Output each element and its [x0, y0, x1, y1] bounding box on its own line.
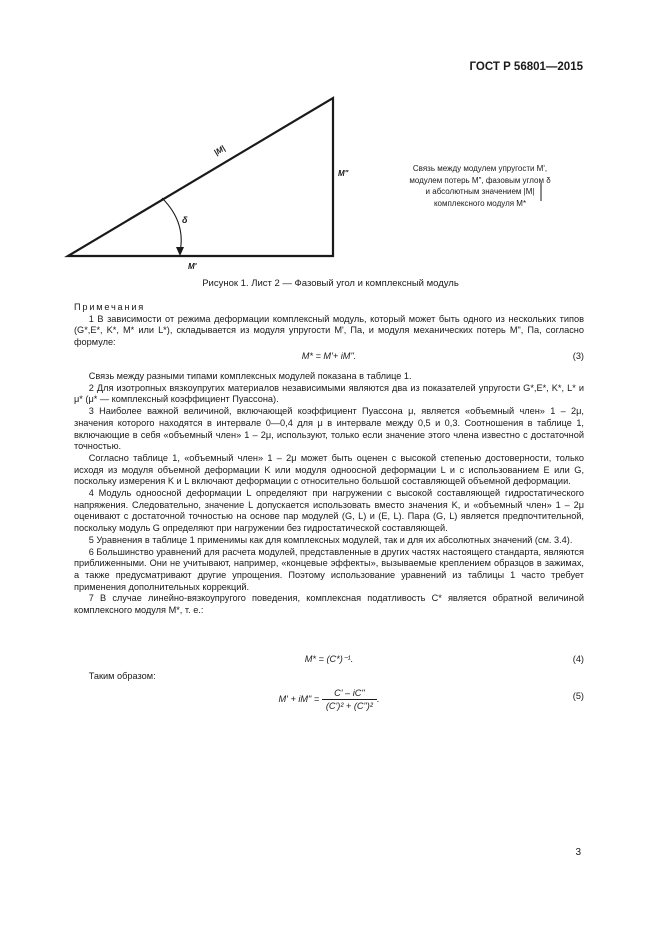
loss-modulus-label: M"	[338, 169, 349, 178]
equation-5	[74, 688, 584, 728]
note-5: 5 Уравнения в таблице 1 применимы как для комплексных модулей, так и для их абсолютных значений (см. 3.4).	[88, 534, 573, 545]
figure-legend	[398, 163, 562, 209]
notes-heading: Примечания	[74, 302, 146, 312]
equation-5-tail: .	[376, 693, 380, 704]
equation-5-left: M' + iM" =	[278, 693, 320, 704]
storage-modulus-label: M'	[188, 262, 197, 271]
note-6: 6 Большинство уравнений для расчета модулей, представленные в других частях настоящего стандарта, являются приближенными. Они не учитывают, например, «концевые эффекты», вызываемые креплением образцов в зажимах, а также предусматривают другие упрощения. Поэтому использование уравнений из таблицы 1 часто требует применения дополнительных коррекций.	[74, 546, 584, 592]
modulus-triangle	[68, 98, 333, 256]
angle-arrowhead	[176, 247, 184, 256]
equation-3-number: (3)	[572, 351, 584, 361]
equation-5-number: (5)	[572, 691, 584, 701]
note-7: 7 В случае линейно-вязкоупругого поведения, комплексная податливость C* является обратной величиной комплексного модуля M*, т. е.:	[74, 593, 584, 616]
equation-5-fraction	[322, 688, 377, 711]
equation-5-formula	[74, 688, 584, 711]
note-1: 1 В зависимости от режима деформации комплексный модуль, который может быть одного из нескольких типов (G*,E*, K*, M* или L*), складывается из модуля упругости M', Па, и модуля механических потерь M", Па, согласно формуле:	[74, 313, 584, 348]
standard-number: ГОСТ Р 56801—2015	[469, 61, 583, 73]
equation-5-numerator: C' – iC"	[334, 688, 365, 698]
equation-3	[74, 351, 584, 363]
legend-line: комплексного модуля M*	[433, 198, 527, 208]
equation-3-formula: M* = M'+ iM".	[301, 351, 357, 361]
thus-text-block	[74, 671, 584, 683]
phase-angle-label: δ	[182, 215, 188, 225]
angle-arc	[162, 198, 181, 252]
notes-block-2	[74, 371, 584, 617]
legend-line: модулем потерь M", фазовым углом δ	[409, 175, 551, 185]
legend-line: Связь между модулем упругости M',	[412, 164, 548, 173]
note-2: 2 Для изотропных вязкоупругих материалов независимыми являются два из показателей упругости G*,E*, K*, L* и μ* (μ* — комплексный коэффициент Пуассона).	[74, 382, 584, 405]
note-3-continued: Согласно таблице 1, «объемный член» 1 – 2μ может быть оценен с высокой степенью достоверности, только исходя из модуля объемной деформации K или модуля одноосной деформации L и с использованием E или G, поскольку измерения K и L включают деформации с относительно большой составляющей объемной деформации.	[74, 452, 584, 487]
equation-4-formula: M* = (C*)⁻¹.	[304, 654, 354, 664]
equation-5-denominator: (C')² + (C")²	[322, 699, 377, 711]
hypotenuse-label: |M|	[212, 143, 227, 158]
equation-4-number: (4)	[572, 654, 584, 664]
note-3: 3 Наиболее важной величиной, включающей коэффициент Пуассона μ, является «объемный член» 1 – 2μ, значения которого находятся в интервале 0—0,4 для μ в интервале между 0,5 и 0,3. Соотношения в таблице 1, включающие в себя «объемный член» 1 – 2μ, используют, только если значение этого члена известно с достаточной точностью.	[74, 406, 584, 452]
figure-caption: Рисунок 1. Лист 2 — Фазовый угол и комплексный модуль	[202, 278, 459, 289]
notes-block-1	[74, 302, 584, 349]
equation-4	[74, 654, 584, 666]
phase-angle-diagram	[0, 0, 661, 290]
note-table-link: Связь между разными типами комплексных модулей показана в таблице 1.	[88, 371, 412, 381]
note-4: 4 Модуль одноосной деформации L определяют при нагружении с высокой составляющей гидростатического напряжения. Следовательно, значение L допускается использовать вместо значения K, и «объемный член» 1 – 2μ оценивают с достаточной точностью на основе пар модулей (G, L) и (E, L). Пара (G, L) является предпочтительной, поскольку модуль G определяют при нагружении без гидростатической составляющей.	[74, 488, 584, 534]
legend-line: и абсолютным значением |M|	[425, 187, 535, 196]
thus-text: Таким образом:	[88, 671, 156, 681]
page-number: 3	[575, 847, 581, 858]
